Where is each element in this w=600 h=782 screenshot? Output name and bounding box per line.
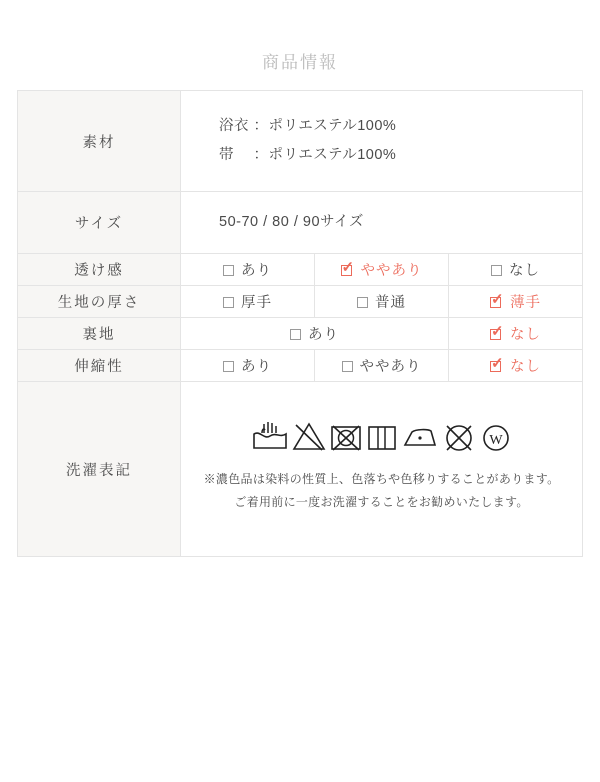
material-line-2: 帯 ：ポリエステル100% bbox=[219, 147, 397, 163]
checkbox-unchecked-icon[interactable] bbox=[357, 297, 368, 308]
material-line-1: 浴衣 ：ポリエステル100% bbox=[219, 118, 397, 134]
no-dry-clean-icon bbox=[441, 420, 477, 454]
option-thickness-futsuu[interactable] bbox=[315, 286, 449, 318]
option-sheerness-nashi[interactable] bbox=[449, 254, 583, 286]
checkbox-unchecked-icon[interactable] bbox=[223, 297, 234, 308]
checkbox-unchecked-icon[interactable] bbox=[491, 265, 502, 276]
table-row-size bbox=[18, 192, 583, 254]
washing-note-line-2: ご着用前に一度お洗濯することをお勧めいたします。 bbox=[234, 495, 529, 509]
checkbox-unchecked-icon[interactable] bbox=[223, 265, 234, 276]
checkbox-unchecked-icon[interactable] bbox=[342, 361, 353, 372]
table-row-stretch bbox=[18, 350, 583, 382]
care-symbol-row bbox=[191, 420, 572, 454]
row-value-washing bbox=[181, 382, 583, 557]
option-stretch-nashi[interactable] bbox=[449, 350, 583, 382]
option-stretch-yaya-ari[interactable] bbox=[315, 350, 449, 382]
row-label-stretch: 伸縮性 bbox=[18, 350, 181, 382]
checkbox-checked-icon[interactable]: ✓ bbox=[491, 291, 505, 308]
option-label: 普通 bbox=[375, 295, 406, 311]
option-label: ややあり bbox=[360, 263, 423, 279]
option-sheerness-ari[interactable] bbox=[181, 254, 315, 286]
option-label: 薄手 bbox=[510, 295, 541, 311]
checkbox-unchecked-icon[interactable] bbox=[223, 361, 234, 372]
table-row-lining bbox=[18, 318, 583, 350]
option-stretch-ari[interactable] bbox=[181, 350, 315, 382]
row-label-washing: 洗濯表記 bbox=[18, 382, 181, 557]
table-row-sheerness bbox=[18, 254, 583, 286]
option-label: ややあり bbox=[359, 359, 422, 375]
checkbox-checked-icon[interactable]: ✓ bbox=[341, 259, 356, 276]
option-label: あり bbox=[308, 327, 339, 343]
option-thickness-atsude[interactable] bbox=[181, 286, 315, 318]
wet-clean-icon bbox=[478, 420, 514, 454]
product-spec-table bbox=[17, 90, 583, 557]
drip-dry-icon bbox=[365, 420, 399, 454]
option-lining-ari[interactable] bbox=[181, 318, 449, 350]
table-row-material bbox=[18, 91, 583, 192]
option-label: あり bbox=[241, 359, 272, 375]
table-row-thickness bbox=[18, 286, 583, 318]
row-label-sheerness: 透け感 bbox=[18, 254, 181, 286]
option-lining-nashi[interactable] bbox=[449, 318, 583, 350]
washing-note-line-1: ※濃色品は染料の性質上、色落ちや色移りすることがあります。 bbox=[203, 471, 560, 486]
row-label-material: 素材 bbox=[18, 91, 181, 192]
option-label: なし bbox=[510, 359, 541, 375]
option-label: なし bbox=[509, 263, 540, 279]
no-bleach-icon bbox=[291, 420, 327, 454]
option-label: なし bbox=[510, 327, 541, 343]
iron-low-icon bbox=[400, 420, 440, 454]
row-label-thickness: 生地の厚さ bbox=[18, 286, 181, 318]
page-title: 商品情報 bbox=[262, 53, 338, 72]
table-row-washing bbox=[18, 382, 583, 557]
no-tumble-dry-icon bbox=[328, 420, 364, 454]
checkbox-checked-icon[interactable]: ✓ bbox=[491, 355, 505, 372]
option-label: 厚手 bbox=[241, 295, 272, 311]
row-value-size: 50-70 / 80 / 90サイズ bbox=[181, 192, 583, 254]
row-label-lining: 裏地 bbox=[18, 318, 181, 350]
option-thickness-usude[interactable] bbox=[449, 286, 583, 318]
option-sheerness-yaya-ari[interactable] bbox=[315, 254, 449, 286]
checkbox-checked-icon[interactable]: ✓ bbox=[491, 323, 505, 340]
checkbox-unchecked-icon[interactable] bbox=[290, 329, 301, 340]
row-value-material bbox=[181, 91, 583, 192]
svg-text:W: W bbox=[488, 432, 503, 448]
hand-wash-icon bbox=[250, 420, 290, 454]
option-label: あり bbox=[241, 263, 272, 279]
row-label-size: サイズ bbox=[18, 192, 181, 254]
